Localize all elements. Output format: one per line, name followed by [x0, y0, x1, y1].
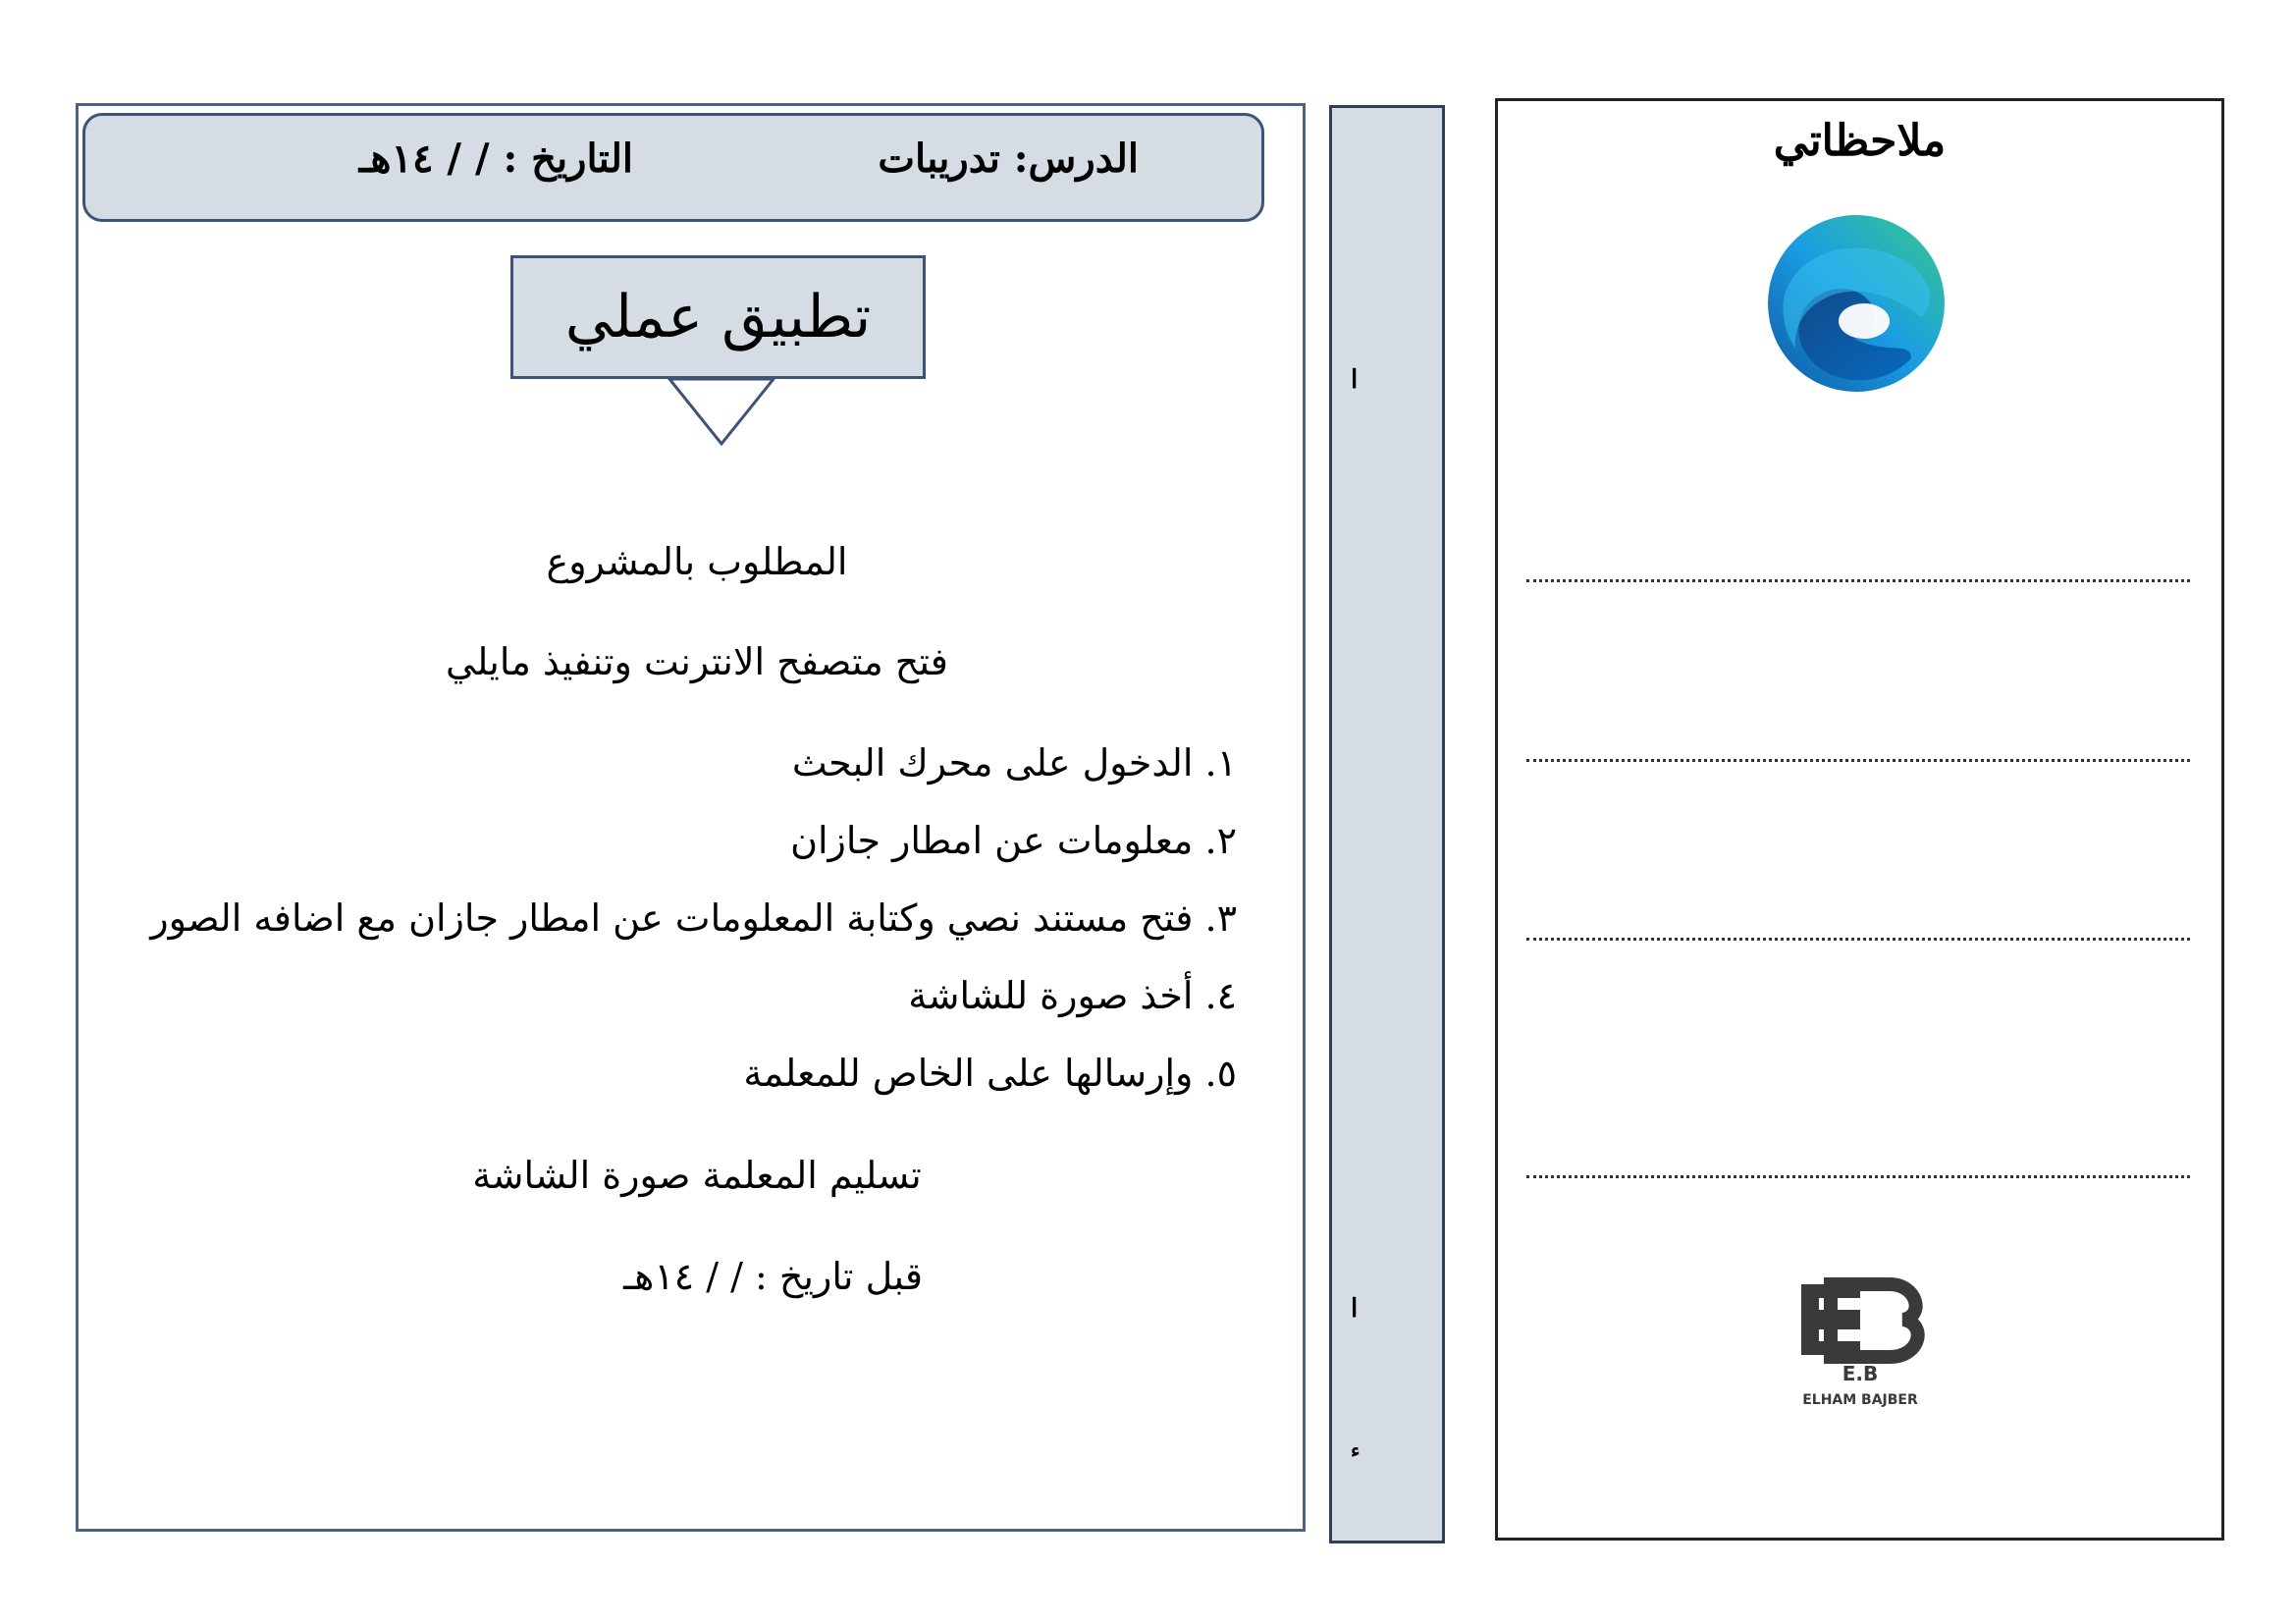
lesson-label: الدرس: تدريبات — [878, 135, 1139, 182]
notes-line — [1526, 938, 2190, 941]
notes-line — [1526, 579, 2190, 582]
down-arrow-icon — [667, 377, 775, 446]
logo-letters: E.B — [1842, 1362, 1879, 1385]
strip-mark: ا — [1351, 1294, 1359, 1324]
eb-logo — [1772, 1276, 1949, 1414]
date-label: التاريخ : / / ١٤هـ — [358, 135, 633, 182]
title-box — [510, 255, 926, 379]
notes-line — [1526, 759, 2190, 762]
list-item: ٤. أخذ صورة للشاشة — [908, 974, 1237, 1017]
delivery-text: تسليم المعلمة صورة الشاشة — [472, 1154, 922, 1197]
binding-strip — [1329, 105, 1445, 1543]
logo-name: ELHAM BAJBER — [1802, 1392, 1918, 1408]
notes-line — [1526, 1175, 2190, 1178]
list-item: ٥. وإرسالها على الخاص للمعلمة — [743, 1052, 1237, 1095]
strip-mark: ء — [1351, 1438, 1361, 1462]
deadline-text: قبل تاريخ : / / ١٤هـ — [623, 1255, 923, 1298]
title-text: تطبيق عملي — [564, 283, 872, 352]
project-heading: المطلوب بالمشروع — [546, 540, 848, 583]
project-intro: فتح متصفح الانترنت وتنفيذ مايلي — [446, 640, 948, 683]
list-item: ٢. معلومات عن امطار جازان — [790, 819, 1237, 862]
list-item: ١. الدخول على محرك البحث — [791, 741, 1237, 785]
notes-title: ملاحظاتي — [1773, 116, 1947, 166]
edge-browser-icon — [1764, 211, 1949, 396]
list-item: ٣. فتح مستند نصي وكتابة المعلومات عن امطار جازان مع اضافه الصور — [150, 896, 1237, 940]
strip-mark: ا — [1351, 365, 1359, 395]
